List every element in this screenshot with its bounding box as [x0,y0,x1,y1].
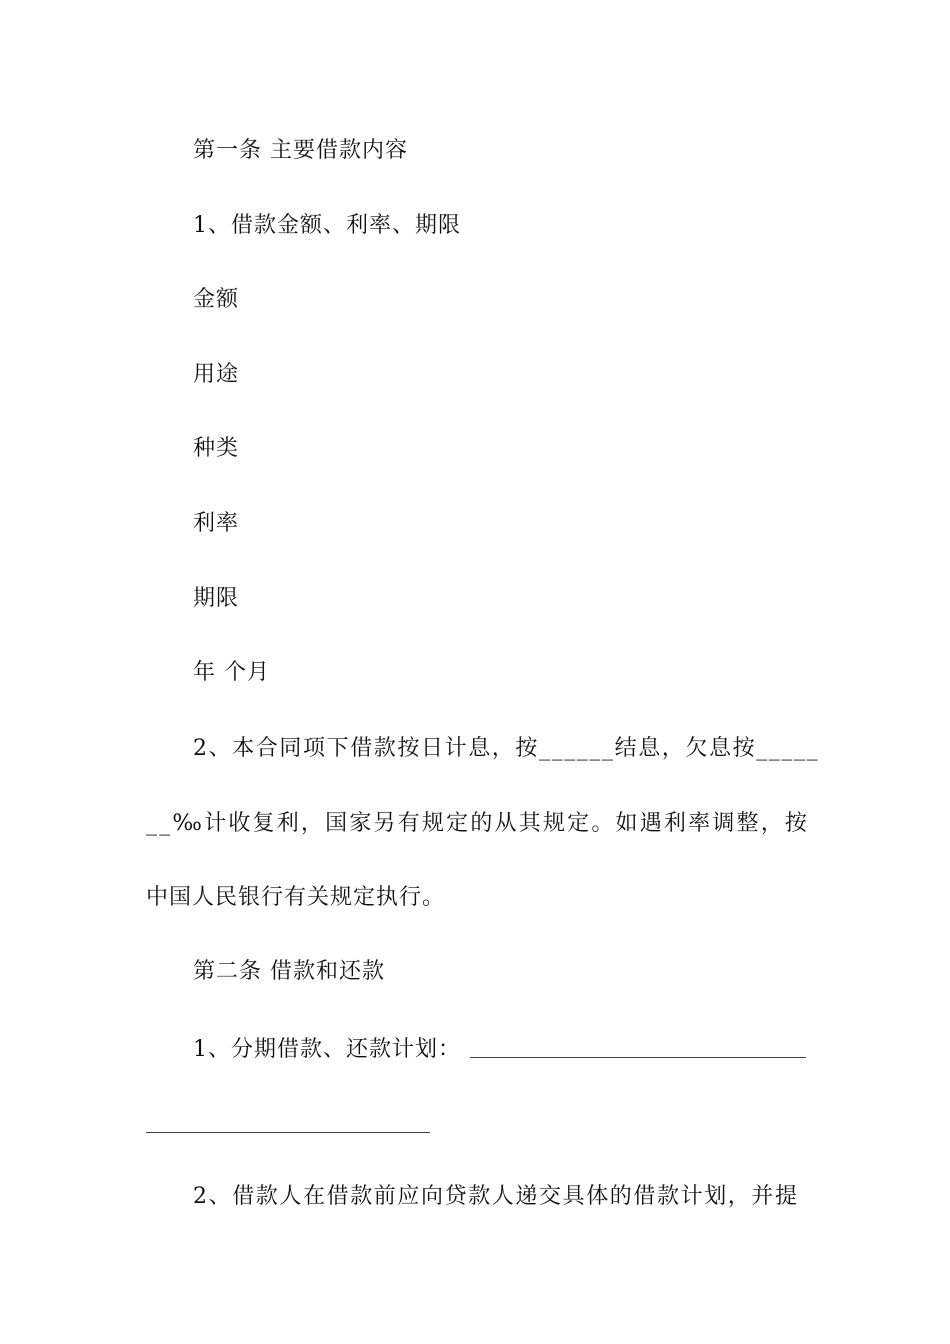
repayment-plan-blank-line-2 [146,1132,430,1133]
field-purpose-label: 用途 [193,362,240,387]
article-2-item-1-label: 1、分期借款、还款计划： [193,1037,461,1062]
field-type-label: 种类 [193,436,240,461]
term-units-text: 年 个月 [193,660,270,685]
article-1-item-2-line-3: 中国人民银行有关规定执行。 [146,885,446,910]
article-2-heading: 第二条 借款和还款 [193,959,385,984]
article-1-item-2-line-1: 2、本合同项下借款按日计息，按______结息，欠息按_____ [193,736,820,761]
article-2-item-2-line-1: 2、借款人在借款前应向贷款人递交具体的借款计划，并提 [193,1184,799,1209]
field-term-label: 期限 [193,586,240,611]
article-1-item-2-line-2: __‰计收复利，国家另有规定的从其规定。如遇利率调整，按 [146,811,810,836]
article-1-heading: 第一条 主要借款内容 [193,138,408,163]
field-amount-label: 金额 [193,287,240,312]
repayment-plan-blank-line-1 [470,1057,806,1058]
article-1-item-1-title: 1、借款金额、利率、期限 [193,213,461,238]
field-rate-label: 利率 [193,511,240,536]
